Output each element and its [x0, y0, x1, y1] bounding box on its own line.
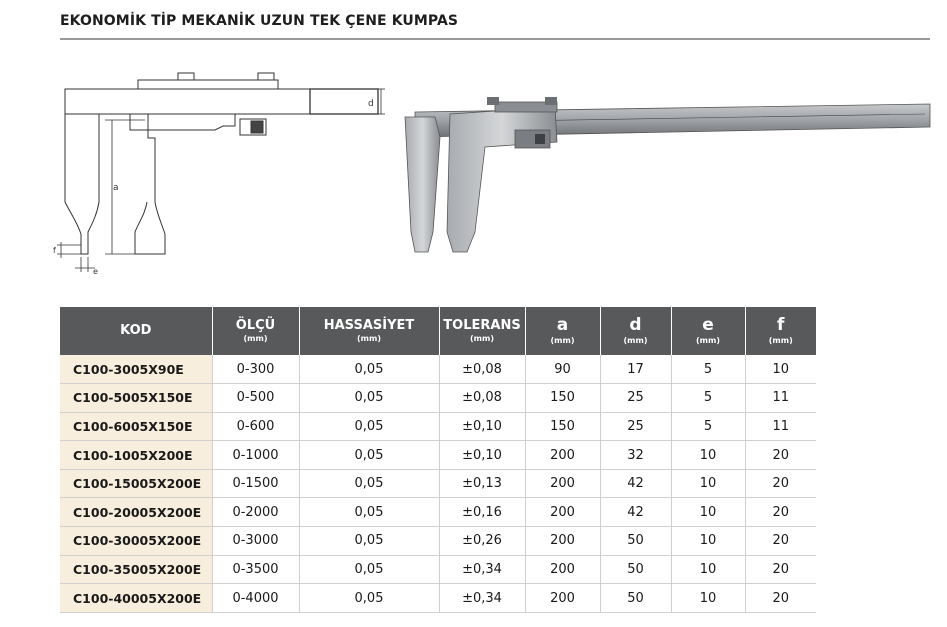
cell-kod: C100-5005X150E: [60, 384, 212, 413]
cell-kod: C100-3005X90E: [60, 355, 212, 384]
cell-kod: C100-30005X200E: [60, 527, 212, 556]
cell-kod: C100-1005X200E: [60, 441, 212, 470]
cell-olcu: 0-3500: [212, 555, 299, 584]
cell-d: 50: [600, 584, 671, 613]
cell-hassasiyet: 0,05: [299, 412, 439, 441]
cell-olcu: 0-600: [212, 412, 299, 441]
cell-e: 5: [671, 412, 745, 441]
title-divider: [60, 38, 930, 40]
cell-a: 200: [525, 498, 600, 527]
cell-a: 200: [525, 555, 600, 584]
cell-olcu: 0-300: [212, 355, 299, 384]
cell-f: 20: [745, 527, 816, 556]
cell-f: 20: [745, 469, 816, 498]
table-row: [60, 355, 816, 384]
cell-f: 10: [745, 355, 816, 384]
table-header-row: [60, 307, 816, 355]
cell-olcu: 0-1500: [212, 469, 299, 498]
cell-f: 20: [745, 441, 816, 470]
cell-e: 10: [671, 441, 745, 470]
cell-a: 150: [525, 412, 600, 441]
cell-d: 42: [600, 498, 671, 527]
header-e: e (mm): [671, 307, 745, 355]
header-hassasiyet: HASSASİYET (mm): [299, 307, 439, 355]
cell-hassasiyet: 0,05: [299, 527, 439, 556]
cell-hassasiyet: 0,05: [299, 441, 439, 470]
cell-a: 90: [525, 355, 600, 384]
cell-e: 5: [671, 384, 745, 413]
dimension-a-label: a: [113, 183, 119, 193]
cell-kod: C100-40005X200E: [60, 584, 212, 613]
dimension-d-label: d: [368, 99, 374, 109]
cell-hassasiyet: 0,05: [299, 498, 439, 527]
cell-f: 20: [745, 498, 816, 527]
table-body: [60, 355, 816, 612]
page-title: EKONOMİK TİP MEKANİK UZUN TEK ÇENE KUMPAS: [60, 13, 459, 29]
cell-e: 10: [671, 527, 745, 556]
caliper-product-photo: [395, 92, 935, 262]
cell-hassasiyet: 0,05: [299, 555, 439, 584]
cell-d: 25: [600, 412, 671, 441]
cell-d: 50: [600, 555, 671, 584]
cell-d: 50: [600, 527, 671, 556]
cell-e: 10: [671, 498, 745, 527]
table-row: [60, 555, 816, 584]
table-row: [60, 527, 816, 556]
cell-f: 20: [745, 555, 816, 584]
header-f: f (mm): [745, 307, 816, 355]
cell-tolerans: ±0,13: [439, 469, 525, 498]
cell-kod: C100-6005X150E: [60, 412, 212, 441]
dimension-f-label: f: [53, 246, 56, 255]
table-row: [60, 441, 816, 470]
cell-f: 11: [745, 384, 816, 413]
cell-a: 200: [525, 441, 600, 470]
cell-kod: C100-35005X200E: [60, 555, 212, 584]
cell-hassasiyet: 0,05: [299, 384, 439, 413]
table-row: [60, 412, 816, 441]
cell-olcu: 0-500: [212, 384, 299, 413]
cell-olcu: 0-1000: [212, 441, 299, 470]
header-a: a (mm): [525, 307, 600, 355]
cell-hassasiyet: 0,05: [299, 584, 439, 613]
cell-hassasiyet: 0,05: [299, 355, 439, 384]
cell-tolerans: ±0,10: [439, 441, 525, 470]
cell-d: 17: [600, 355, 671, 384]
header-tolerans: TOLERANS (mm): [439, 307, 525, 355]
cell-d: 25: [600, 384, 671, 413]
header-olcu: ÖLÇÜ (mm): [212, 307, 299, 355]
cell-kod: C100-20005X200E: [60, 498, 212, 527]
cell-tolerans: ±0,26: [439, 527, 525, 556]
table-row: [60, 584, 816, 613]
caliper-technical-drawing: [55, 62, 390, 282]
cell-tolerans: ±0,34: [439, 584, 525, 613]
cell-e: 10: [671, 555, 745, 584]
cell-tolerans: ±0,08: [439, 384, 525, 413]
cell-olcu: 0-2000: [212, 498, 299, 527]
cell-e: 10: [671, 469, 745, 498]
table-row: [60, 498, 816, 527]
cell-tolerans: ±0,16: [439, 498, 525, 527]
cell-e: 10: [671, 584, 745, 613]
cell-a: 200: [525, 527, 600, 556]
table-row: [60, 469, 816, 498]
cell-f: 11: [745, 412, 816, 441]
cell-olcu: 0-3000: [212, 527, 299, 556]
cell-tolerans: ±0,34: [439, 555, 525, 584]
cell-a: 200: [525, 469, 600, 498]
cell-e: 5: [671, 355, 745, 384]
cell-d: 32: [600, 441, 671, 470]
header-d: d (mm): [600, 307, 671, 355]
cell-d: 42: [600, 469, 671, 498]
cell-a: 150: [525, 384, 600, 413]
cell-hassasiyet: 0,05: [299, 469, 439, 498]
cell-f: 20: [745, 584, 816, 613]
header-kod: KOD: [60, 307, 212, 355]
cell-olcu: 0-4000: [212, 584, 299, 613]
cell-a: 200: [525, 584, 600, 613]
table-row: [60, 384, 816, 413]
specification-table: [60, 307, 816, 613]
cell-tolerans: ±0,08: [439, 355, 525, 384]
dimension-e-label: e: [93, 267, 98, 276]
cell-kod: C100-15005X200E: [60, 469, 212, 498]
cell-tolerans: ±0,10: [439, 412, 525, 441]
